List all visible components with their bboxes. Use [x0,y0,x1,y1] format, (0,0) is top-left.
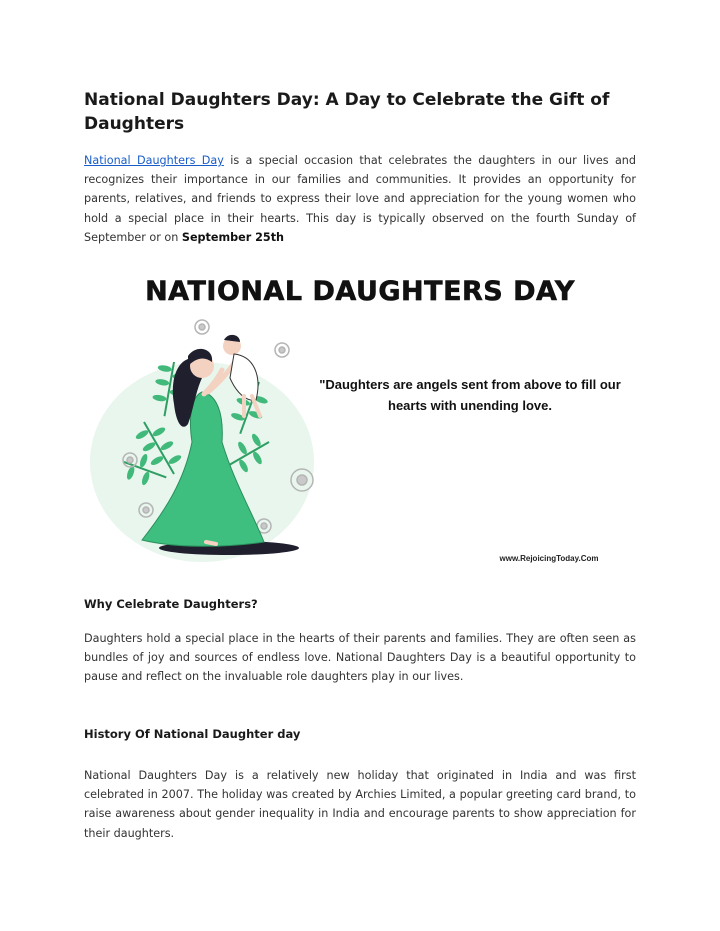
history-paragraph: National Daughters Day is a relatively new holiday that originated in India and was first celebrated in 2007. The holiday was created by Archies Limited, a popular greeting card brand, to raise awareness about gender inequality in India and encourage parents to show appreciation for their daughters. [84,769,636,840]
why-celebrate-paragraph: Daughters hold a special place in the hearts of their parents and families. They are often seen as bundles of joy and sources of endless love. National Daughters Day is a beautiful opportunity to pause and reflect on the invaluable role daughters play in our lives. [84,632,636,684]
banner-title: NATIONAL DAUGHTERS DAY [145,276,575,307]
banner-quote: "Daughters are angels sent from above to fill our hearts with unending love. [319,377,621,413]
why-celebrate-heading: Why Celebrate Daughters? [84,597,258,611]
daughters-day-banner [84,262,636,582]
national-daughters-day-link[interactable]: National Daughters Day [84,154,224,167]
mother-daughter-illustration [84,312,324,572]
article-title: National Daughters Day: A Day to Celebrate the Gift of Daughters [84,90,610,134]
intro-paragraph [84,151,636,247]
history-heading: History Of National Daughter day [84,727,301,741]
intro-text: is a special occasion that celebrates the daughters in our lives and recognizes their importance in our families and communities. It provides an opportunity for parents, relatives, and friends to express their love and appreciation for the young women who hold a special place in their hearts. This day is typically observed on the fourth Sunday of September or on [84,154,636,244]
banner-site-url: www.RejoicingToday.Com [499,554,599,563]
intro-date: September 25th [181,230,285,244]
